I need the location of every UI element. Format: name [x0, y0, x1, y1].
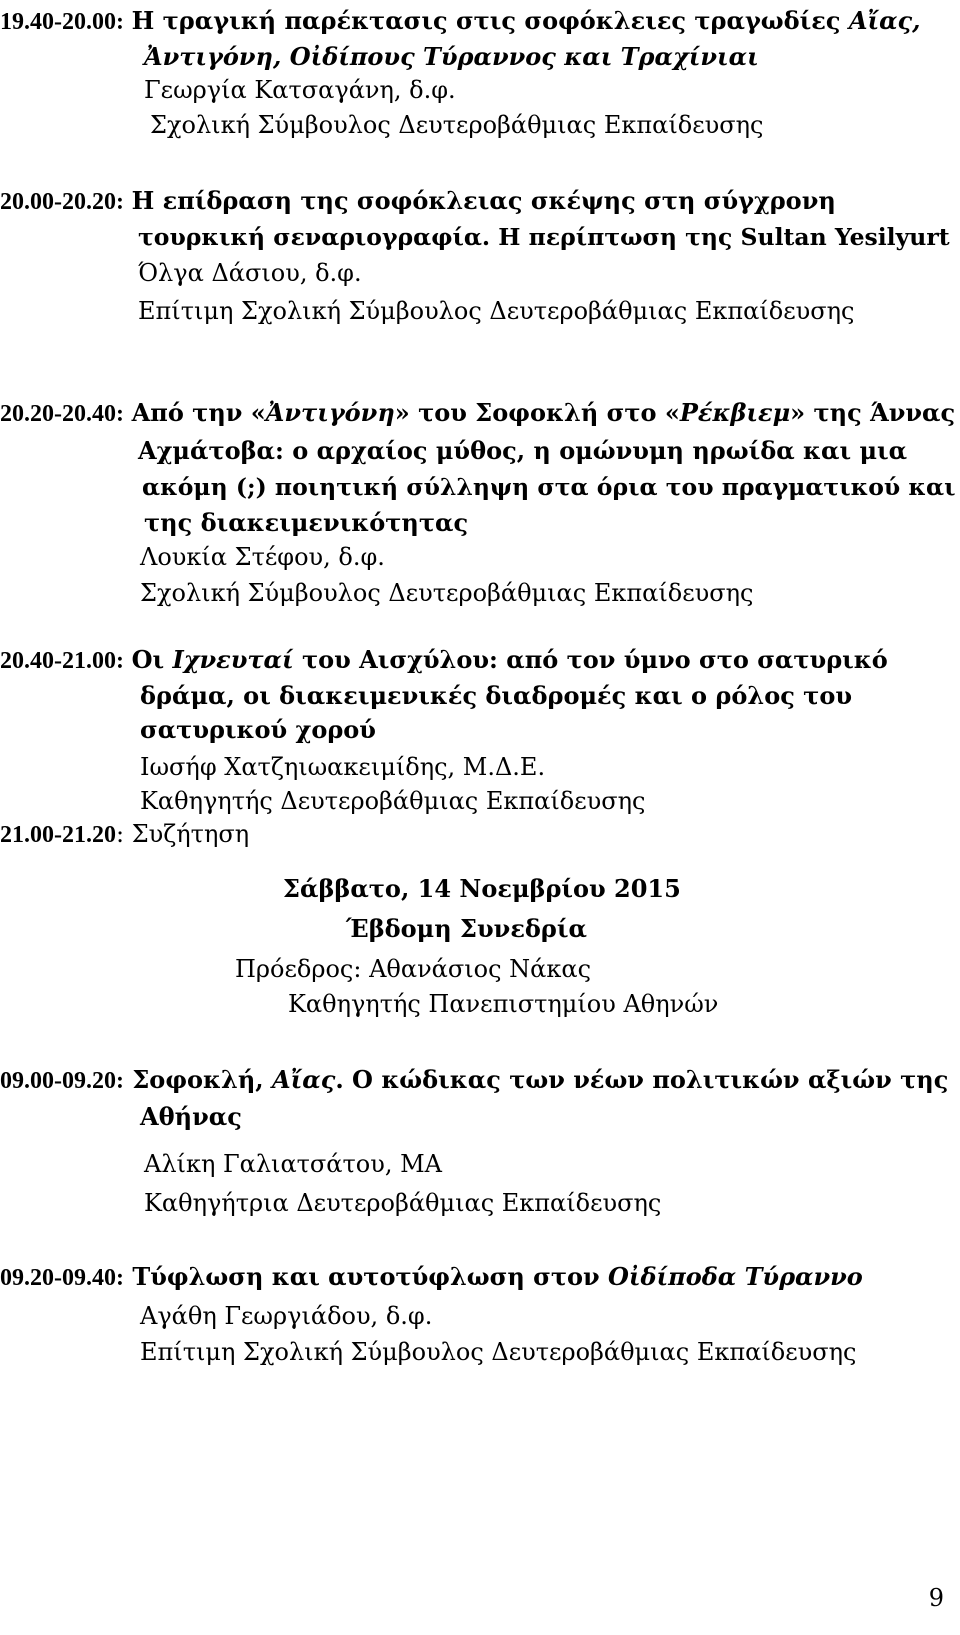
talk-4-title-line-2: δράμα, οι διακειμενικές διαδρομές και ο ρόλος του — [140, 681, 852, 710]
discussion-line — [0, 819, 249, 850]
talk-7-role: Επίτιμη Σχολική Σύμβουλος Δευτεροβάθμιας Εκπαίδευσης — [140, 1338, 857, 1366]
discussion-time: 21.00-21.20 — [0, 822, 116, 848]
talk-1-time: 19.40-20.00: — [0, 9, 124, 35]
talk-3-title-part: Από την « — [131, 398, 266, 427]
talk-3-title-line-4: της διακειμενικότητας — [144, 508, 469, 537]
talk-6-role: Καθηγήτρια Δευτεροβάθμιας Εκπαίδευσης — [144, 1189, 662, 1217]
talk-6-title-part: Σοφοκλή, — [123, 1065, 273, 1094]
talk-3-title-line-3: ακόμη (;) ποιητική σύλληψη στα όρια του πραγματικού και — [142, 473, 956, 501]
talk-3-title-italic-2: Ρέκβιεμ — [679, 398, 791, 427]
talk-6-title-line-1 — [0, 1065, 948, 1096]
talk-6-title-italic: Αἴας — [272, 1065, 336, 1094]
talk-6-title-part: . Ο κώδικας των νέων πολιτικών αξιών της — [335, 1065, 949, 1094]
talk-7-title-part: Τύφλωση και αυτοτύφλωση στον — [123, 1262, 609, 1291]
session-chair: Πρόεδρος: Αθανάσιος Νάκας — [235, 955, 592, 983]
session-chair-role: Καθηγητής Πανεπιστημίου Αθηνών — [288, 990, 719, 1018]
talk-4-time: 20.40-21.00: — [0, 648, 124, 674]
talk-3-role: Σχολική Σύμβουλος Δευτεροβάθμιας Εκπαίδευσης — [140, 579, 754, 607]
talk-2-time: 20.00-20.20: — [0, 189, 124, 215]
talk-4-role: Καθηγητής Δευτεροβάθμιας Εκπαίδευσης — [140, 787, 646, 815]
talk-1-title-italic: Αἴας, — [848, 6, 921, 35]
talk-6-title-line-2: Αθήνας — [140, 1102, 242, 1131]
talk-4-author: Ιωσήφ Χατζηιωακειμίδης, Μ.Δ.Ε. — [140, 753, 546, 781]
talk-2-author: Όλγα Δάσιου, δ.φ. — [138, 259, 362, 287]
talk-3-title-line-2: Αχμάτοβα: ο αρχαίος μύθος, η ομώνυμη ηρωίδα και μια — [138, 436, 908, 465]
talk-1-title-line-1 — [0, 6, 921, 37]
talk-4-title-line-3: σατυρικού χορού — [140, 715, 376, 744]
talk-2-role: Επίτιμη Σχολική Σύμβουλος Δευτεροβάθμιας Εκπαίδευσης — [138, 297, 855, 325]
talk-3-title-part: » της Άννας — [790, 398, 956, 427]
talk-1-role: Σχολική Σύμβουλος Δευτεροβάθμιας Εκπαίδευσης — [150, 111, 764, 139]
talk-2-title-line-2: τουρκική σεναριογραφία. Η περίπτωση της Sultan Yesilyurt — [138, 223, 950, 251]
page-number: 9 — [928, 1584, 944, 1612]
talk-2-title-line-1 — [0, 186, 836, 217]
talk-3-title-italic-1: Ἀντιγόνη — [265, 398, 395, 427]
talk-1-title-line-2: Ἀντιγόνη, Οἰδίπους Τύραννος και Τραχίνιαι — [144, 42, 759, 71]
talk-1-title-text: Η τραγική παρέκτασις στις σοφόκλειες τραγωδίες — [131, 6, 849, 35]
talk-4-title-part: Οι — [131, 645, 173, 674]
talk-1-author: Γεωργία Κατσαγάνη, δ.φ. — [144, 76, 456, 104]
talk-3-title-line-1 — [0, 398, 955, 429]
talk-4-title-part: του Αισχύλου: από τον ύμνο στο σατυρικό — [293, 645, 888, 674]
day-date: Σάββατο, 14 Νοεμβρίου 2015 — [283, 874, 681, 903]
talk-7-title-italic: Οἰδίποδα Τύραννο — [608, 1262, 863, 1291]
session-title: Έβδομη Συνεδρία — [346, 914, 587, 943]
talk-4-title-line-1 — [0, 645, 888, 676]
talk-3-author: Λουκία Στέφου, δ.φ. — [140, 543, 385, 571]
talk-3-time: 20.20-20.40: — [0, 401, 124, 427]
talk-7-author: Αγάθη Γεωργιάδου, δ.φ. — [140, 1302, 433, 1330]
talk-3-title-part: » του Σοφοκλή στο « — [394, 398, 680, 427]
talk-6-time: 09.00-09.20: — [0, 1068, 124, 1094]
talk-7-time: 09.20-09.40: — [0, 1265, 124, 1291]
talk-6-author: Αλίκη Γαλιατσάτου, ΜΑ — [144, 1150, 442, 1178]
discussion-label: : Συζήτηση — [116, 820, 250, 848]
talk-7-title-line-1 — [0, 1262, 863, 1293]
talk-4-title-italic: Ιχνευταί — [172, 645, 294, 674]
talk-2-title-text: Η επίδραση της σοφόκλειας σκέψης στη σύγχρονη — [131, 186, 836, 215]
